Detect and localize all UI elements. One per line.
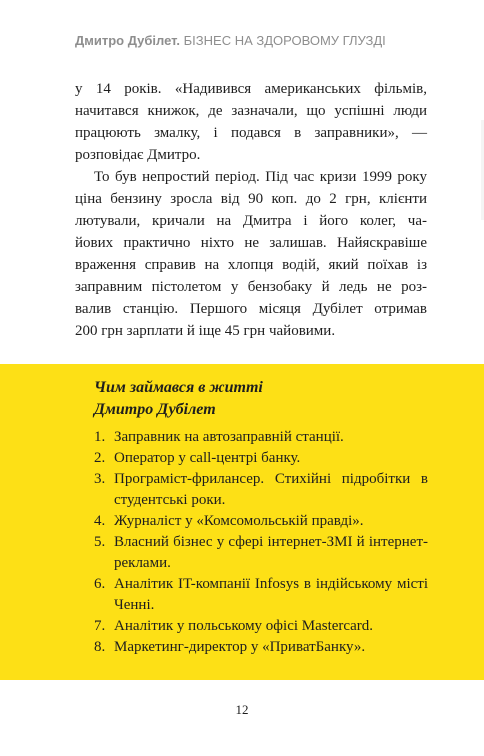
paragraph-1	[75, 78, 427, 166]
header-book-title: БІЗНЕС НА ЗДОРОВОМУ ГЛУЗДІ	[183, 33, 386, 48]
text-line: враження справив на хлопця водій, який поїхав із	[75, 257, 427, 273]
list-item-text: Журналіст у «Комсомольській правді».	[114, 513, 364, 529]
list-item-number: 6.	[94, 576, 106, 592]
body-text	[75, 78, 427, 342]
career-list	[94, 427, 428, 658]
list-item-text: Маркетинг-директор у «ПриватБанку».	[114, 639, 366, 655]
box-title	[94, 377, 263, 421]
text-line: розповідає Дмитро.	[75, 147, 201, 163]
list-item-number: 2.	[94, 450, 106, 466]
list-item-number: 4.	[94, 513, 106, 529]
list-item-text: Програміст-фрилансер. Стихійні підробітки в студентські роки.	[114, 471, 428, 508]
list-item-number: 8.	[94, 639, 106, 655]
page-number: 12	[235, 702, 249, 717]
list-item-text: Аналітик IT-компанії Infosys в індійському місті Ченні.	[114, 576, 428, 613]
list-item	[94, 511, 428, 532]
paragraph-2	[75, 166, 427, 342]
text-line: То був непростий період. Під час кризи 1999 року	[94, 169, 427, 185]
list-item	[94, 427, 428, 448]
list-item-text: Аналітик у польському офісі Mastercard.	[114, 618, 373, 634]
list-item	[94, 448, 428, 469]
list-item-text: Власний бізнес у сфері інтернет-ЗМІ й інтернет-реклами.	[114, 534, 428, 571]
text-line: валив станцію. Першого місяця Дубілет отримав	[75, 301, 427, 317]
list-item-text: Оператор у call-центрі банку.	[114, 450, 301, 466]
list-item	[94, 574, 428, 616]
text-line: лютували, кричали на Дмитра і його колег, ча-	[75, 213, 427, 229]
list-item-number: 3.	[94, 471, 106, 487]
list-item	[94, 637, 428, 658]
text-line: працюють змалку, і подався в заправники», —	[75, 125, 427, 141]
text-line: ціна бензину зросла від 90 коп. до 2 грн, клієнти	[75, 191, 427, 207]
text-line: 200 грн зарплати й іще 45 грн чайовими.	[75, 323, 336, 339]
box-title-line: Чим займався в житті	[94, 379, 263, 396]
text-line: заправним пістолетом у бензобаку й ледь не роз-	[75, 279, 427, 295]
list-item-number: 7.	[94, 618, 106, 634]
header-author: Дмитро Дубілет.	[75, 33, 181, 48]
list-item	[94, 616, 428, 637]
text-line: у 14 років. «Надивився американських фільмів,	[75, 81, 427, 97]
text-line: начитався книжок, де зазначали, що успішні люди	[75, 103, 427, 119]
list-item	[94, 469, 428, 511]
list-item-text: Заправник на автозаправній станції.	[114, 429, 344, 445]
list-item	[94, 532, 428, 574]
box-title-line: Дмитро Дубілет	[94, 401, 216, 418]
text-line: йових практично ніхто не залишав. Найяскравіше	[75, 235, 427, 251]
running-header	[75, 33, 386, 48]
list-item-number: 5.	[94, 534, 106, 550]
list-item-number: 1.	[94, 429, 106, 445]
